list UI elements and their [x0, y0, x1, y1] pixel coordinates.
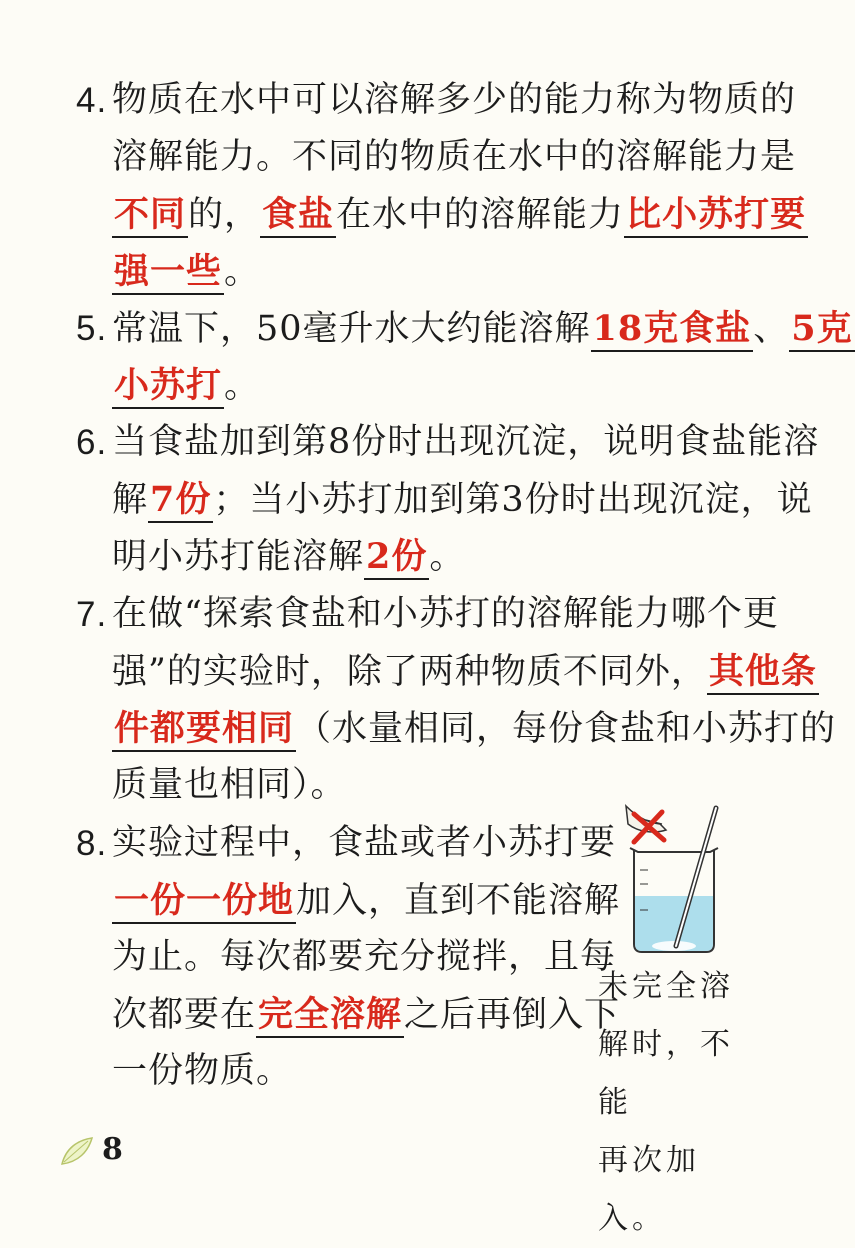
beaker-illustration	[604, 800, 734, 960]
text-line	[112, 586, 779, 643]
text-segment: 质量也相同）。	[112, 765, 347, 805]
text-segment: 加入，直到不能溶解	[296, 881, 621, 921]
text-line	[112, 357, 260, 415]
item-number: 4.	[76, 81, 108, 120]
caption-line: 解时，不能	[598, 1027, 734, 1120]
text-line	[112, 643, 819, 701]
answer-blank: 完全溶解	[256, 994, 404, 1038]
text-line	[112, 757, 347, 814]
item-number: 5.	[76, 309, 108, 348]
beaker-icon	[604, 800, 734, 960]
answer-blank: 5克	[789, 308, 854, 352]
text-line	[112, 243, 260, 301]
caption-line: 再次加入。	[598, 1143, 700, 1236]
text-line	[112, 471, 813, 529]
text-segment: 强”的实验时，除了两种物质不同外，	[112, 652, 707, 692]
text-segment: 为止。每次都要充分搅拌，且每	[112, 937, 617, 977]
text-line	[112, 414, 819, 471]
text-segment: 常温下，50毫升水大约能溶解	[112, 309, 591, 349]
item-number: 8.	[76, 824, 108, 863]
text-line	[112, 872, 620, 930]
leaf-icon	[60, 1136, 94, 1166]
text-segment: 当食盐加到第8份时出现沉淀，说明食盐能溶	[112, 422, 820, 462]
text-segment: 实验过程中，食盐或者小苏打要	[112, 823, 617, 863]
answer-blank: 18克食盐	[591, 308, 754, 352]
item-number: 7.	[76, 595, 108, 634]
text-segment: 。	[224, 366, 261, 406]
answer-blank: 食盐	[260, 194, 336, 238]
item-number: 6.	[76, 423, 108, 462]
text-segment: 。	[429, 537, 466, 577]
text-segment: 溶解能力。不同的物质在水中的溶解能力是	[112, 137, 797, 177]
text-segment: 在做“探索食盐和小苏打的溶解能力哪个更	[112, 594, 779, 634]
text-segment: 之后再倒入下	[404, 995, 621, 1035]
answer-blank: 一份一份地	[112, 880, 296, 924]
caption-line: 未完全溶	[598, 969, 734, 1004]
text-line	[112, 129, 796, 186]
text-line	[112, 72, 796, 129]
text-segment: 次都要在	[112, 995, 257, 1035]
answer-blank: 比小苏打要	[624, 194, 808, 238]
answer-blank: 2份	[364, 536, 429, 580]
text-line	[112, 815, 616, 872]
text-segment: 一份物质。	[112, 1051, 293, 1091]
illustration-caption	[598, 958, 748, 1248]
text-line	[112, 186, 808, 244]
text-line	[112, 700, 836, 758]
text-segment: 物质在水中可以溶解多少的能力称为物质的	[112, 80, 797, 120]
text-line	[112, 528, 465, 586]
text-segment: （水量相同，每份食盐和小苏打的	[296, 709, 837, 749]
answer-blank: 强一些	[112, 251, 224, 295]
text-segment: 。	[224, 252, 261, 292]
text-segment: 解	[112, 480, 149, 520]
answer-blank: 小苏打	[112, 365, 224, 409]
text-segment: 在水中的溶解能力	[336, 195, 625, 235]
text-segment: 、	[753, 309, 790, 349]
text-segment: 的，	[188, 195, 261, 235]
text-line	[112, 986, 620, 1044]
answer-blank: 不同	[112, 194, 188, 238]
text-segment: ；当小苏打加到第3份时出现沉淀，说	[213, 480, 813, 520]
page-number: 8	[102, 1132, 123, 1167]
text-segment: 明小苏打能溶解	[112, 537, 365, 577]
answer-blank: 7份	[148, 479, 213, 523]
text-line	[112, 929, 616, 986]
answer-blank: 其他条	[707, 651, 819, 695]
answer-blank: 件都要相同	[112, 708, 296, 752]
text-line	[112, 1043, 292, 1100]
text-line	[112, 300, 855, 358]
